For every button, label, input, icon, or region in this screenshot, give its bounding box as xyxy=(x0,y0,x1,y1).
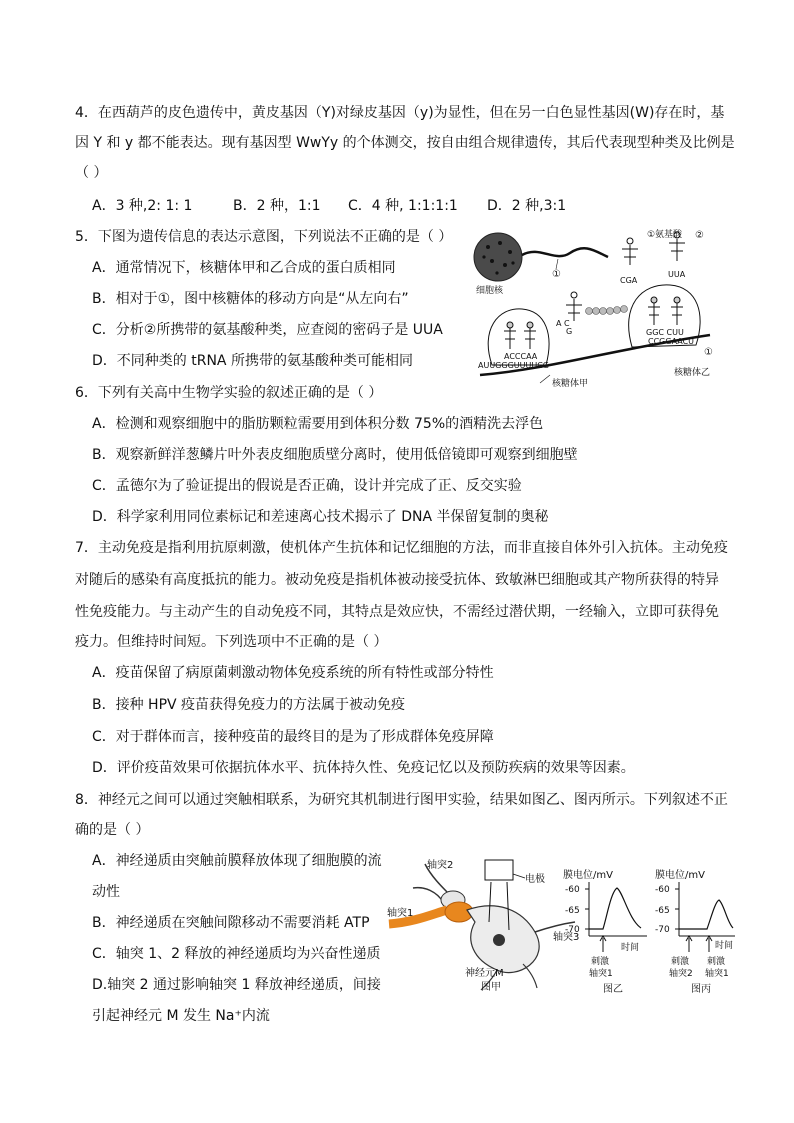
q5-option-d: D．不同种类的 tRNA 所携带的氨基酸种类可能相同 xyxy=(92,353,413,369)
q6-option-b: B．观察新鲜洋葱鳞片叶外表皮细胞质壁分离时，使用低倍镜即可观察到细胞壁 xyxy=(92,447,578,463)
q4-stem-line3: （ ） xyxy=(75,165,108,181)
mark-2-top: ② xyxy=(695,230,704,241)
fig-b-tick-60: -60 xyxy=(565,885,580,895)
q8-option-b: B．神经递质在突触间隙移动不需要消耗 ATP xyxy=(92,915,370,931)
fig-b-tick-65: -65 xyxy=(565,906,580,916)
mark-1-aa: ① xyxy=(647,230,656,240)
fig-b-stim: 刺激 xyxy=(591,957,610,967)
q7-stem-line4: 疫力。但维持时间短。下列选项中不正确的是（ ） xyxy=(75,634,388,650)
q8-option-d: D.轴突 2 通过影响轴突 1 释放神经递质，间接 xyxy=(92,977,381,993)
q7-option-d: D．评价疫苗效果可依据抗体水平、抗体持久性、免疫记忆以及预防疾病的效果等因素。 xyxy=(92,760,635,776)
q7-option-c: C．对于群体而言，接种疫苗的最终目的是为了形成群体免疫屏障 xyxy=(92,729,494,745)
q4-stem-line1: 4．在西葫芦的皮色遗传中，黄皮基因（Y)对绿皮基因（y)为显性，但在另一白色显性基因(W)存在时，基 xyxy=(75,105,725,121)
figure-a-caption: 图甲 xyxy=(481,982,501,993)
trna-agc-icon xyxy=(566,292,582,321)
q7-stem-line2: 对随后的感染有高度抵抗的能力。被动免疫是指机体被动接受抗体、致敏淋巴细胞或其产物所获得的特异 xyxy=(75,572,719,588)
q5-stem: 5．下图为遗传信息的表达示意图，下列说法不正确的是（ ） xyxy=(75,229,453,245)
ribosome-b-label: 核糖体乙 xyxy=(674,368,711,378)
mark-1-top: ① xyxy=(552,269,561,280)
q6-option-c: C．孟德尔为了验证提出的假说是否正确，设计并完成了正、反交实验 xyxy=(92,478,522,494)
neuron-label: 神经元M xyxy=(465,968,504,979)
q4-stem-line2: 因 Y 和 y 都不能表达。现有基因型 WwYy 的个体测交，按自由组合规律遗传，其后代表现型种类及比例是 xyxy=(75,135,735,151)
mark-1-bottom: ① xyxy=(704,347,713,358)
ribosome-a-label: 核糖体甲 xyxy=(552,379,589,389)
fig-c-tick-70: -70 xyxy=(655,925,670,935)
axon1-label: 轴突1 xyxy=(387,908,414,919)
amino-acid-label: 氨基酸 xyxy=(655,230,683,240)
mrna-strand-out xyxy=(522,248,608,257)
anticodon-a-label: ACCCAA xyxy=(504,352,538,361)
q6-option-a: A．检测和观察细胞中的脂肪颗粒需要用到体积分数 75%的酒精洗去浮色 xyxy=(92,416,544,432)
q5-option-c: C．分析②所携带的氨基酸种类，应查阅的密码子是 UUA xyxy=(92,322,443,338)
polypeptide-chain xyxy=(586,306,628,315)
fig-c-stim-b: 刺激 xyxy=(707,957,726,967)
fig-c-tick-60: -60 xyxy=(655,885,670,895)
anticodon-b-label: GGC CUU xyxy=(646,328,684,337)
q4-option-d: D．2 种,3:1 xyxy=(487,198,567,214)
q7-option-a: A．疫苗保留了病原菌刺激动物体免疫系统的所有特性或部分特性 xyxy=(92,665,494,681)
q8-option-a-cont: 动性 xyxy=(92,884,120,900)
voltmeter-box xyxy=(485,860,513,880)
trna-cga-icon xyxy=(622,238,638,265)
q8-stem-line2: 确的是（ ） xyxy=(75,822,150,838)
fig-b-time: 时间 xyxy=(621,943,640,953)
nucleus-label: 细胞核 xyxy=(476,286,504,296)
trna-agc-label: A C xyxy=(556,319,570,328)
axon2-label: 轴突2 xyxy=(427,860,454,871)
q5-option-a: A．通常情况下，核糖体甲和乙合成的蛋白质相同 xyxy=(92,260,396,276)
fig-c-potential-curve xyxy=(679,900,733,929)
mrna-sequence-label: AUUGGGUUUUCG xyxy=(478,361,549,370)
q4-option-c: C．4 种, 1:1:1:1 xyxy=(348,198,458,214)
neuron-nucleus xyxy=(493,934,505,946)
q5-option-b: B．相对于①，图中核糖体的移动方向是“从左向右” xyxy=(92,291,409,307)
synapse-figure xyxy=(385,852,740,997)
fig-b-stim-axon1: 轴突1 xyxy=(589,969,613,979)
codon-b-label: CCGGAACU xyxy=(648,337,695,346)
q8-stem-line1: 8．神经元之间可以通过突触相联系，为研究其机制进行图甲实验，结果如图乙、图丙所示。下列叙述不正 xyxy=(75,792,728,808)
q7-stem-line3: 性免疫能力。与主动产生的自动免疫不同，其特点是效应快，不需经过潜伏期，一经输入，立即可获得免 xyxy=(75,604,719,620)
trna-g-label: G xyxy=(566,327,573,336)
trna-uua-label: UUA xyxy=(668,270,686,279)
fig-b-ylabel: 膜电位/mV xyxy=(563,870,613,881)
fig-c-stim-a: 刺激 xyxy=(671,957,690,967)
fig-c-stim-axon2: 轴突2 xyxy=(669,969,693,979)
fig-c-ylabel: 膜电位/mV xyxy=(655,870,705,881)
fig-b-tick-70: -70 xyxy=(565,925,580,935)
q8-option-a: A．神经递质由突触前膜释放体现了细胞膜的流 xyxy=(92,853,382,869)
fig-c-time: 时间 xyxy=(715,941,734,951)
trna-cga-label: CGA xyxy=(620,276,638,285)
figure-b-caption: 图乙 xyxy=(603,984,623,995)
q7-stem-line1: 7．主动免疫是指利用抗原刺激，使机体产生抗体和记忆细胞的方法，而非直接自体外引入抗体。主动免疫 xyxy=(75,540,728,556)
figure-c-caption: 图丙 xyxy=(691,984,711,995)
fig-b-potential-curve xyxy=(589,888,641,929)
fig-c-stim-axon1: 轴突1 xyxy=(705,969,729,979)
electrode-label: 电极 xyxy=(525,874,545,885)
q8-option-d-cont: 引起神经元 M 发生 Na⁺内流 xyxy=(92,1008,270,1024)
axon3-label: 轴突3 xyxy=(553,932,580,943)
fig-c-tick-65: -65 xyxy=(655,906,670,916)
q6-stem: 6．下列有关高中生物学实验的叙述正确的是（ ） xyxy=(75,385,383,401)
q8-option-c: C．轴突 1、2 释放的神经递质均为兴奋性递质 xyxy=(92,946,381,962)
q4-option-b: B．2 种，1:1 xyxy=(233,198,321,214)
q6-option-d: D．科学家利用同位素标记和差速离心技术揭示了 DNA 半保留复制的奥秘 xyxy=(92,509,549,525)
gene-expression-figure xyxy=(470,225,720,390)
q7-option-b: B．接种 HPV 疫苗获得免疫力的方法属于被动免疫 xyxy=(92,697,406,713)
q4-option-a: A．3 种,2: 1: 1 xyxy=(92,198,193,214)
